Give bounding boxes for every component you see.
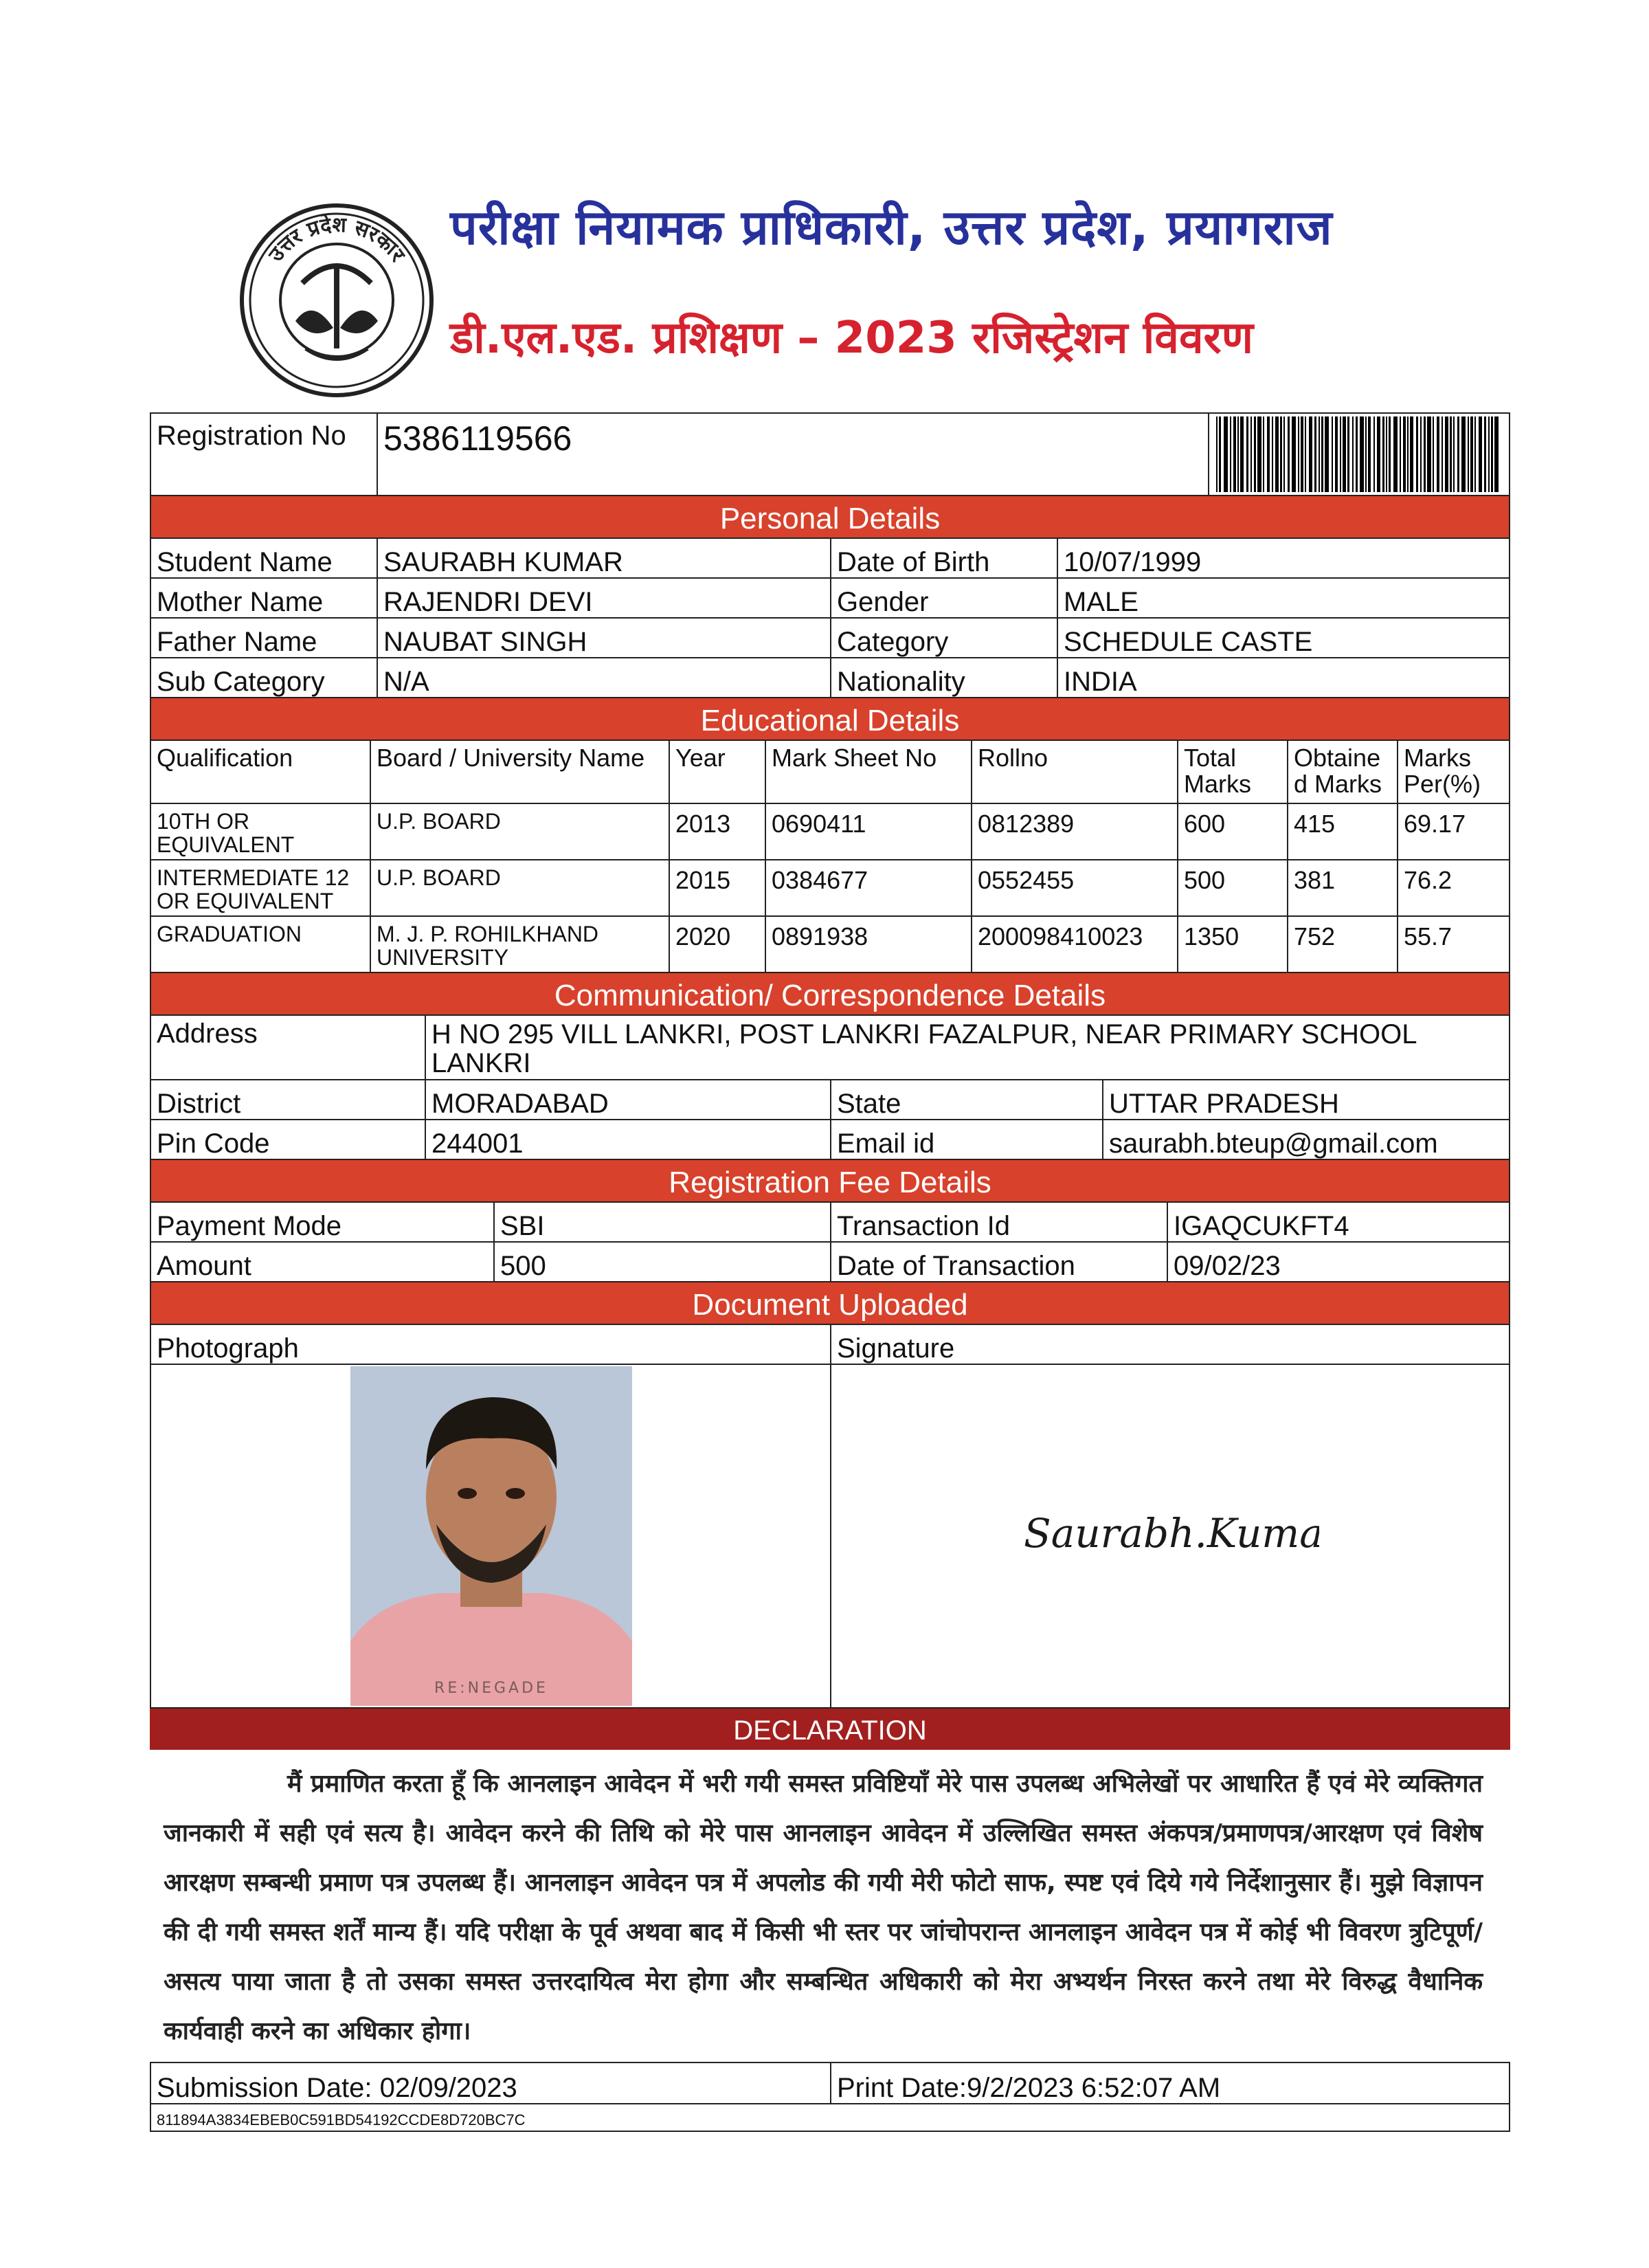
student-name-label: Student Name (151, 539, 378, 577)
educational-details-heading: Educational Details (150, 698, 1510, 741)
table-cell: GRADUATION (151, 917, 371, 972)
column-header: Rollno (972, 741, 1178, 803)
photo-cell (151, 1365, 831, 1707)
category-label: Category (831, 619, 1058, 657)
up-government-emblem (237, 201, 436, 400)
barcode-bar (1347, 416, 1349, 492)
submission-date: Submission Date: 02/09/2023 (151, 2063, 831, 2104)
barcode-bar (1280, 416, 1282, 492)
email-value: saurabh.bteup@gmail.com (1109, 1129, 1438, 1159)
table-cell: 381 (1288, 860, 1398, 915)
barcode-bar (1325, 416, 1329, 492)
barcode-bar (1400, 416, 1401, 492)
barcode-bar (1237, 416, 1239, 492)
sub-category-value: N/A (378, 658, 831, 697)
table-cell: INTERMEDIATE 12 OR EQUIVALENT (151, 860, 371, 915)
barcode-bar (1433, 416, 1434, 492)
documents-image-row (150, 1365, 1510, 1709)
barcode-bar (1233, 416, 1236, 492)
barcode-bar (1437, 416, 1439, 492)
declaration-heading: DECLARATION (150, 1709, 1510, 1750)
payment-mode-label: Payment Mode (151, 1203, 495, 1241)
payment-mode-value: SBI (495, 1203, 831, 1241)
barcode-bar (1335, 416, 1338, 492)
transaction-id-value: IGAQCUKFT4 (1174, 1211, 1349, 1241)
barcode-bar (1272, 416, 1273, 492)
barcode-bar (1298, 416, 1299, 492)
address-row (150, 1016, 1510, 1080)
table-cell: 1350 (1178, 917, 1288, 972)
barcode-bar (1420, 416, 1422, 492)
table-cell: 0690411 (766, 804, 972, 859)
barcode (1209, 414, 1509, 496)
barcode-bar (1450, 416, 1452, 492)
declaration-text: मैं प्रमाणित करता हूँ कि आनलाइन आवेदन में भरी गयी समस्त प्रविष्टियाँ मेरे पास उपलब्ध अभिलेखों पर आधारित हैं एवं मेरे व्यक्तिगत जानकारी में सही एवं सत्य है। आवेदन करने की तिथि को मेरे पास आनलाइन आवेदन में उल्लिखित समस्त अंकपत्र/प्रमाणपत्र/आरक्षण एवं विशेष आरक्षण सम्बन्धी प्रमाण पत्र उपलब्ध हैं। आनलाइन आवेदन पत्र में अपलोड की गयी मेरी फोटो साफ, स्पष्ट एवं दिये गये निर्देशानुसार हैं। मुझे विज्ञापन की दी गयी समस्त शर्तें मान्य हैं। यदि परीक्षा के पूर्व अथवा बाद में किसी भी स्तर पर जांचोपरान्त आनलाइन आवेदन पत्र में कोई भी विवरण त्रुटिपूर्ण/असत्य पाया जाता है तो उसका समस्त उत्तरदायित्व मेरा होगा और सम्बन्धित अधिकारी को मेरा अभ्यर्थन निरस्त करने तथा मेरे विरुद्ध वैधानिक कार्यवाही करने का अधिकार होगा। (164, 1770, 1483, 2045)
amount-label: Amount (151, 1243, 495, 1281)
signature-label: Signature (837, 1333, 955, 1364)
barcode-bar (1377, 416, 1380, 492)
table-cell: 2020 (670, 917, 766, 972)
barcode-bar (1332, 416, 1333, 492)
barcode-bar (1340, 416, 1341, 492)
education-header-row (150, 741, 1510, 804)
barcode-bar (1360, 416, 1364, 492)
registration-number: 5386119566 (378, 414, 1209, 496)
barcode-bar (1224, 416, 1228, 492)
fee-details-heading: Registration Fee Details (150, 1160, 1510, 1203)
father-name-label: Father Name (151, 619, 378, 657)
student-name-value: SAURABH KUMAR (378, 539, 831, 577)
column-header: Year (670, 741, 766, 803)
personal-row (150, 539, 1510, 579)
table-cell: 2013 (670, 804, 766, 859)
barcode-bar (1301, 416, 1303, 492)
barcode-bar (1219, 416, 1221, 492)
column-header: Qualification (151, 741, 371, 803)
district-value: MORADABAD (426, 1080, 831, 1119)
transaction-date-value: 09/02/23 (1174, 1251, 1281, 1281)
print-date: Print Date:9/2/2023 6:52:07 AM (837, 2073, 1221, 2103)
barcode-bar (1321, 416, 1323, 492)
gender-value: MALE (1064, 587, 1138, 617)
barcode-bar (1457, 416, 1459, 492)
table-cell: 0552455 (972, 860, 1178, 915)
barcode-bar (1352, 416, 1354, 492)
barcode-bar (1240, 416, 1244, 492)
barcode-bar (1246, 416, 1248, 492)
table-cell: 55.7 (1404, 922, 1452, 950)
authority-title: परीक्षा नियामक प्राधिकारी, उत्तर प्रदेश, प्रयागराज (450, 199, 1333, 256)
barcode-bar (1343, 416, 1346, 492)
table-cell: 0891938 (766, 917, 972, 972)
column-header: Marks Per(%) (1404, 744, 1481, 798)
barcode-bar (1254, 416, 1256, 492)
pin-label: Pin Code (151, 1120, 426, 1159)
barcode-bar (1288, 416, 1290, 492)
column-header: Total Marks (1178, 741, 1288, 803)
hash-row (150, 2104, 1510, 2132)
barcode-bar (1216, 416, 1218, 492)
signature-text: Saurabh.Kumar. (1024, 1510, 1319, 1557)
table-row (150, 804, 1510, 860)
personal-row (150, 658, 1510, 698)
barcode-bar (1474, 416, 1476, 492)
barcode-bar (1393, 416, 1398, 492)
barcode-bar (1263, 416, 1264, 492)
mother-name-value: RAJENDRI DEVI (378, 579, 831, 617)
candidate-signature (1017, 1496, 1319, 1571)
documents-label-row (150, 1325, 1510, 1365)
gender-label: Gender (831, 579, 1058, 617)
transaction-date-label: Date of Transaction (831, 1243, 1168, 1281)
personal-details-heading: Personal Details (150, 496, 1510, 539)
barcode-bar (1314, 416, 1316, 492)
barcode-bar (1461, 416, 1466, 492)
table-cell: 200098410023 (972, 917, 1178, 972)
amount-value: 500 (495, 1243, 831, 1281)
column-header: Obtaine d Marks (1288, 741, 1398, 803)
barcode-bar (1250, 416, 1252, 492)
barcode-bar (1257, 416, 1261, 492)
category-value: SCHEDULE CASTE (1064, 627, 1313, 657)
barcode-bar (1410, 416, 1413, 492)
pin-value: 244001 (426, 1120, 831, 1159)
personal-row (150, 619, 1510, 658)
table-cell: 0384677 (766, 860, 972, 915)
barcode-bar (1479, 416, 1482, 492)
barcode-bar (1453, 416, 1455, 492)
candidate-photo (350, 1366, 632, 1706)
registration-subtitle: डी.एल.एड. प्रशिक्षण – 2023 रजिस्ट्रेशन विवरण (450, 313, 1253, 364)
column-header: Mark Sheet No (766, 741, 972, 803)
barcode-bar (1230, 416, 1231, 492)
barcode-bar (1283, 416, 1285, 492)
personal-row (150, 579, 1510, 619)
district-label: District (151, 1080, 426, 1119)
table-cell: 752 (1288, 917, 1398, 972)
dates-row (150, 2062, 1510, 2104)
document-hash: 811894A3834EBEB0C591BD54192CCDE8D720BC7C (157, 2111, 526, 2128)
address-value: H NO 295 VILL LANKRI, POST LANKRI FAZALPUR, NEAR PRIMARY SCHOOL LANKRI (431, 1019, 1417, 1078)
table-cell: 10TH OR EQUIVALENT (151, 804, 371, 859)
barcode-bar (1403, 416, 1406, 492)
table-row (150, 917, 1510, 973)
barcode-bar (1468, 416, 1469, 492)
barcode-bar (1407, 416, 1409, 492)
table-cell: 2015 (670, 860, 766, 915)
emblem-text: उत्तर प्रदेश सरकार (264, 212, 410, 267)
amount-row (150, 1243, 1510, 1282)
dob-label: Date of Birth (831, 539, 1058, 577)
nationality-label: Nationality (831, 658, 1058, 697)
photograph-label: Photograph (151, 1325, 831, 1364)
state-label: State (831, 1080, 1103, 1119)
table-cell: 76.2 (1404, 866, 1452, 894)
father-name-value: NAUBAT SINGH (378, 619, 831, 657)
barcode-bar (1389, 416, 1391, 492)
barcode-bar (1386, 416, 1387, 492)
barcode-bar (1488, 416, 1490, 492)
barcode-bar (1445, 416, 1448, 492)
barcode-bar (1365, 416, 1367, 492)
table-cell: 415 (1288, 804, 1398, 859)
registration-row (150, 412, 1510, 496)
table-cell: 69.17 (1404, 810, 1466, 838)
table-cell: U.P. BOARD (371, 860, 670, 915)
registration-form (150, 412, 1510, 2132)
barcode-bar (1305, 416, 1306, 492)
dob-value: 10/07/1999 (1064, 547, 1202, 577)
barcode-bar (1442, 416, 1443, 492)
table-row (150, 860, 1510, 917)
registration-label: Registration No (151, 414, 378, 496)
barcode-bar (1470, 416, 1473, 492)
barcode-bar (1427, 416, 1431, 492)
table-cell: 500 (1178, 860, 1288, 915)
barcode-bar (1309, 416, 1312, 492)
table-cell: 600 (1178, 804, 1288, 859)
pin-row (150, 1120, 1510, 1160)
barcode-bar (1275, 416, 1279, 492)
shirt-text: RE:NEGADE (434, 1680, 548, 1697)
barcode-bar (1424, 416, 1426, 492)
state-value: UTTAR PRADESH (1109, 1089, 1339, 1119)
table-cell: U.P. BOARD (371, 804, 670, 859)
payment-row (150, 1203, 1510, 1243)
communication-details-heading: Communication/ Correspondence Details (150, 973, 1510, 1016)
address-label: Address (151, 1016, 426, 1079)
barcode-bar (1319, 416, 1320, 492)
barcode-bar (1292, 416, 1296, 492)
barcode-bar (1484, 416, 1486, 492)
table-cell: 0812389 (972, 804, 1178, 859)
barcode-bar (1356, 416, 1358, 492)
table-cell: M. J. P. ROHILKHAND UNIVERSITY (371, 917, 670, 972)
sub-category-label: Sub Category (151, 658, 378, 697)
barcode-bar (1491, 416, 1493, 492)
mother-name-label: Mother Name (151, 579, 378, 617)
barcode-bar (1494, 416, 1499, 492)
district-row (150, 1080, 1510, 1120)
barcode-bar (1382, 416, 1384, 492)
column-header: Board / University Name (371, 741, 670, 803)
email-label: Email id (831, 1120, 1103, 1159)
barcode-bar (1373, 416, 1375, 492)
nationality-value: INDIA (1064, 667, 1137, 697)
barcode-bar (1368, 416, 1371, 492)
transaction-id-label: Transaction Id (831, 1203, 1168, 1241)
barcode-bar (1416, 416, 1418, 492)
barcode-bar (1267, 416, 1270, 492)
documents-heading: Document Uploaded (150, 1282, 1510, 1325)
signature-cell (831, 1365, 1509, 1707)
